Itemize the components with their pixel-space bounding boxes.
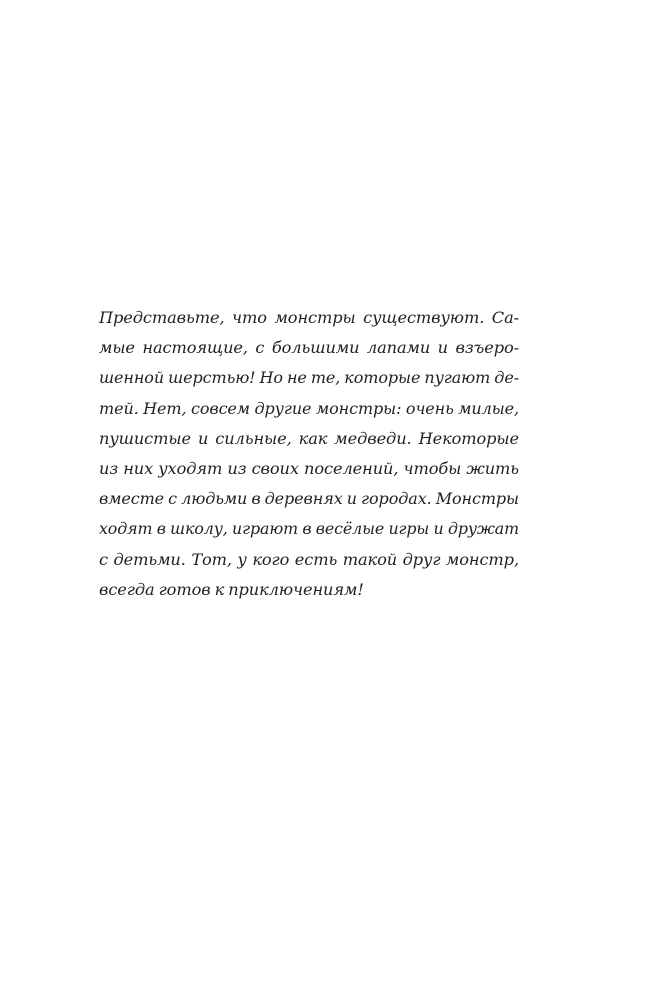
paragraph-line: Представьте, что монстры существуют. Са- [99,308,519,327]
paragraph-line: с детьми. Тот, у кого есть такой друг монстр, [99,549,519,569]
paragraph-line: всегда готов к приключениям! [99,579,364,599]
paragraph-line: ходят в школу, играют в весёлые игры и дружат [99,519,519,539]
paragraph-line: тей. Нет, совсем другие монстры: очень милые, [99,398,519,418]
paragraph-line: пушистые и сильные, как медведи. Некоторые [99,428,519,448]
paragraph-line: шенной шерстью! Но не те, которые пугают де- [99,368,519,388]
paragraph-line: вместе с людьми в деревнях и городах. Монстры [99,489,519,509]
paragraph-line: мые настоящие, с большими лапами и взъеро- [99,338,519,358]
paragraph-line: из них уходят из своих поселений, чтобы жить [99,458,519,478]
intro-paragraph [99,303,519,605]
